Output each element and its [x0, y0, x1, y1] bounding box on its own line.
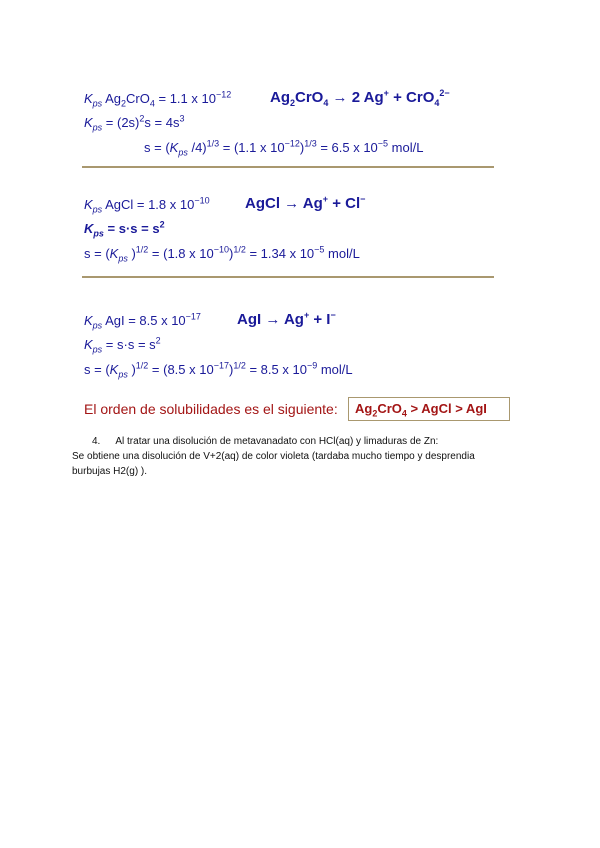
s1-solubility: $s = (K_{ps}$ /4)$^{1/3}$ = (1.1 x $10^{-12})^{1/3} = 6.5$ x $10^{-5}$ mol/L	[144, 138, 424, 158]
divider-2	[82, 276, 494, 278]
s3-ksp-expression: $K_{ps} = s\cdot s = s^2$	[84, 335, 161, 355]
paragraph-line-3: burbujas H2(g) ).	[72, 466, 148, 477]
s2-ksp-line: $K_{ps}$ AgCl = 1.8 x $10^{-10}$	[84, 195, 210, 215]
s3-reaction: AgI → Ag+ + I−	[237, 310, 336, 328]
s3-ksp-line: $K_{ps}$ AgI = 8.5 x $10^{-17}$	[84, 311, 201, 331]
s1-ksp-line: $K_{ps}$ $Ag_2CrO_4 = 1.1$ x $10^{-12}$	[84, 89, 232, 109]
list-item-4	[92, 435, 438, 449]
order-label: El orden de solubilidades es el siguiente:	[84, 401, 338, 417]
s2-reaction: AgCl → Ag+ + Cl−	[245, 194, 366, 212]
s3-solubility: $s = (K_{ps}$ )$^{1/2}$ = (8.5 x $10^{-17})^{1/2} = 8.5$ x $10^{-9}$ mol/L	[84, 360, 353, 380]
list-number: 4.	[92, 436, 101, 447]
s1-ksp-expression: $K_{ps} = (2s)^2s = 4s^3$	[84, 113, 185, 133]
s1-reaction: $Ag_2CrO_4 \to 2$ Ag+ + CrO$_4^{2-}$	[270, 88, 450, 108]
list-item-text: Al tratar una disolución de metavanadato con HCl(aq) y limaduras de Zn:	[115, 436, 439, 447]
order-result-box: $Ag_2CrO_4$ > AgCl > AgI	[348, 397, 510, 421]
divider-1	[82, 166, 494, 168]
paragraph-line-2: Se obtiene una disolución de V+2(aq) de color violeta (tardaba mucho tiempo y desprendia	[72, 451, 475, 462]
s2-ksp-expression: $K_{ps} = s\cdot s = s^2$	[84, 219, 165, 239]
s2-solubility: $s = (K_{ps}$ )$^{1/2}$ = (1.8 x $10^{-10})^{1/2} = 1.34$ x $10^{-5}$ mol/L	[84, 244, 360, 264]
